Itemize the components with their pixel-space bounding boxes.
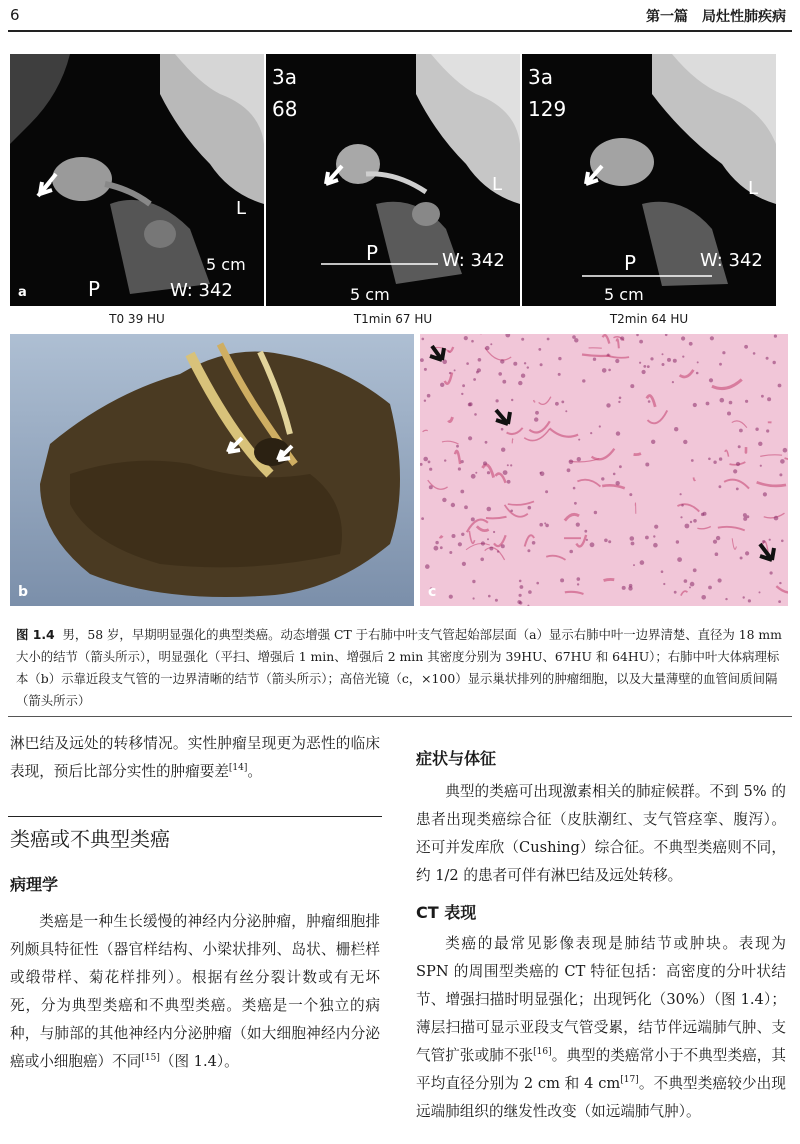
left-intro-paragraph: 淋巴结及远处的转移情况。实性肿瘤呈现更为恶性的临床表现，预后比部分实性的肿瘤要差[14]。 [10, 735, 380, 780]
ct-panel-t1 [266, 54, 520, 306]
overlay-l: L [492, 174, 503, 195]
panel-tag-b: b [18, 584, 29, 600]
heading-carcinoid: 类癌或不典型类癌 [10, 827, 170, 851]
caption-rule [8, 716, 792, 717]
figure-caption [16, 624, 784, 712]
ct-caption-t1: T1min 67 HU [353, 312, 433, 326]
overlay-hu: 129 [528, 97, 567, 121]
overlay-p: P [88, 277, 101, 301]
overlay-w: W: 342 [442, 250, 505, 271]
histology-micrograph [420, 334, 788, 606]
ct-panel-t0 [10, 54, 264, 306]
overlay-l: L [236, 198, 247, 219]
overlay-w: W: 342 [170, 280, 233, 301]
panel-tag-a: a [18, 285, 27, 300]
running-header-title: 第一篇 局灶性肺疾病 [646, 9, 786, 25]
overlay-p: P [624, 251, 637, 275]
overlay-scale: 5 cm [604, 285, 644, 304]
overlay-series: 3a [528, 65, 553, 89]
overlay-scale: 5 cm [206, 255, 246, 274]
symptoms-paragraph: 典型的类癌可出现激素相关的肺症候群。不到 5% 的患者出现类癌综合征（皮肤潮红、支气管痉挛、腹泻）。还可并发库欣（Cushing）综合征。不典型类癌则不同，约 1/2 的患者可伴有淋巴结及远处转移。 [416, 783, 786, 884]
panel-tag-c: c [428, 584, 437, 600]
overlay-hu: 68 [272, 97, 298, 121]
ct-caption-t0: T0 39 HU [109, 312, 165, 326]
gross-specimen-photo [10, 334, 414, 606]
overlay-w: W: 342 [700, 250, 763, 271]
overlay-scale: 5 cm [350, 285, 390, 304]
ct-caption-t2: T2min 64 HU [609, 312, 689, 326]
pathology-paragraph: 类癌是一种生长缓慢的神经内分泌肿瘤，肿瘤细胞排列颇具特征性（器官样结构、小梁状排列、岛状、栅栏样或缎带样、菊花样排列）。根据有丝分裂计数或有无坏死，分为典型类癌和不典型类癌。类癌是一个独立的病种，与肺部的其他神经内分泌肿瘤（如大细胞神经内分泌癌或小细胞癌）不同[15]（图 1.4）。 [10, 913, 380, 1070]
heading-symptoms: 症状与体征 [416, 749, 497, 768]
overlay-p: P [366, 241, 379, 265]
page-number: 6 [10, 6, 20, 24]
overlay-series: 3a [272, 65, 297, 89]
section-rule [8, 816, 382, 817]
figure-caption-text: 男，58 岁，早期明显强化的典型类癌。动态增强 CT 于右肺中叶支气管起始部层面（a）显示右肺中叶一边界清楚、直径为 18 mm 大小的结节（箭头所示），明显强化（平扫、增强后 1 min、增强后 2 min 其密度分别为 39HU、67HU 和 64HU）；右肺中叶大体病理标本（b）示靠近段支气管的一边界清晰的结节（箭头所示）；高倍光镜（c，×100）显示巢状排列的肿瘤细胞，以及大量薄壁的血管间质间隔（箭头所示） [16, 627, 782, 708]
heading-ct-findings: CT 表现 [416, 903, 477, 922]
header-rule [8, 30, 792, 32]
figure-label: 图 1.4 [16, 627, 55, 642]
overlay-l: L [748, 178, 759, 199]
ct-findings-paragraph: 类癌的最常见影像表现是肺结节或肿块。表现为 SPN 的周围型类癌的 CT 特征包括：高密度的分叶状结节、增强扫描时明显强化；出现钙化（30%）（图 1.4）；薄层扫描可显示亚段支气管受累，结节伴远端肺气肿、支气管扩张或肺不张[16]。典型的类癌常小于不典型类癌，其平均直径分别为 2 cm 和 4 cm[17]。不典型类癌较少出现远端肺组织的继发性改变（如远端肺气肿）。 [416, 935, 786, 1120]
heading-pathology: 病理学 [10, 875, 59, 894]
ct-panel-t2 [522, 54, 776, 306]
